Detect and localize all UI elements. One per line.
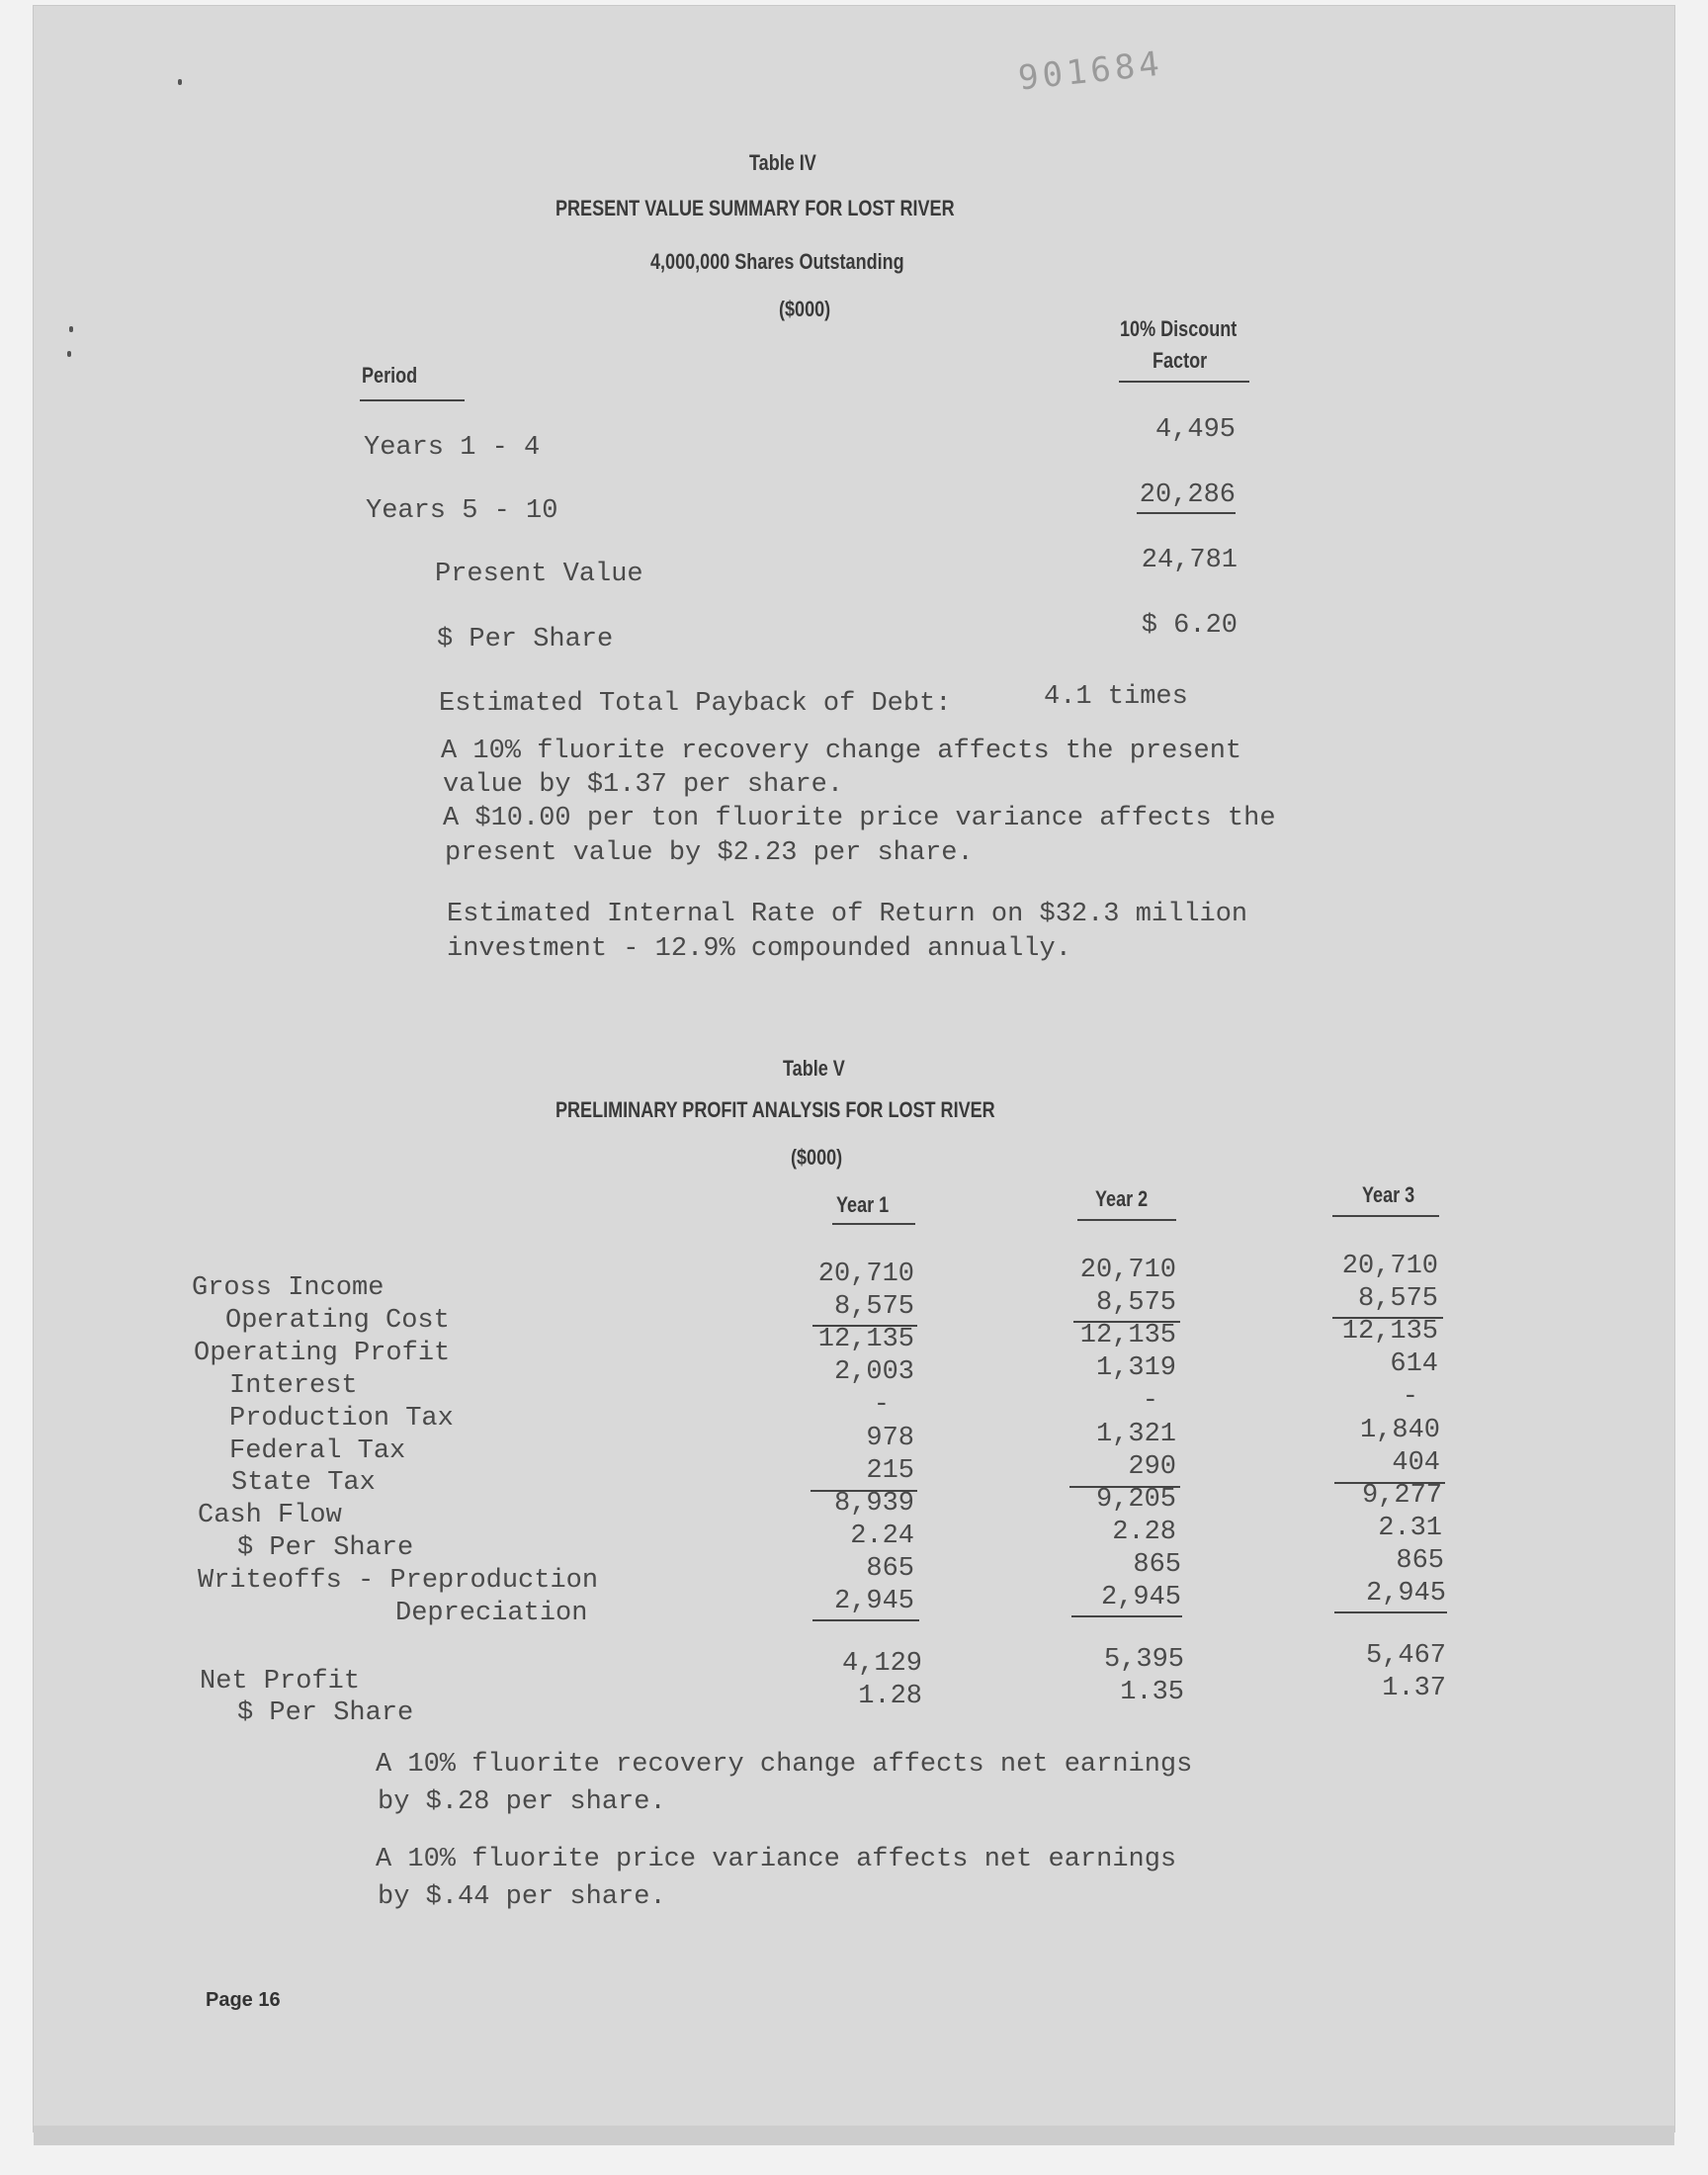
table5-cell: 978 <box>866 1424 914 1453</box>
table5-cell: 5,467 <box>1365 1641 1446 1671</box>
table4-col-factor-rule <box>1119 381 1249 383</box>
table5-cell: 290 <box>1128 1452 1176 1482</box>
table4-row-value: $ 6.20 <box>1141 611 1238 641</box>
table5-cell: - <box>873 1390 890 1420</box>
table5-unit: ($000) <box>791 1145 843 1170</box>
table5-cell: 8,939 <box>833 1489 914 1519</box>
table5-cell: 8,575 <box>1095 1288 1176 1318</box>
table5-row-label: $ Per Share <box>237 1533 414 1563</box>
table5-note1-line2: by $.28 per share. <box>378 1787 666 1817</box>
table5-row-label: Cash Flow <box>198 1501 342 1530</box>
table4-row-value: 20,286 <box>1139 480 1236 510</box>
payback-label: Estimated Total Payback of Debt: <box>439 689 952 719</box>
table4-col-period-rule <box>360 399 465 401</box>
table5-col-year1: Year 1 <box>836 1192 890 1217</box>
table5-cell: 215 <box>866 1456 914 1486</box>
table4-subtitle: 4,000,000 Shares Outstanding <box>650 249 904 274</box>
table5-row-label: Federal Tax <box>229 1436 406 1466</box>
table5-label: Table V <box>783 1056 845 1081</box>
table5-row-label: Net Profit <box>200 1667 361 1696</box>
table5-row-label: Interest <box>229 1371 358 1401</box>
table5-cell: - <box>1402 1382 1418 1412</box>
table5-cell: 2.24 <box>850 1522 914 1551</box>
table4-row-label: Years 5 - 10 <box>366 496 558 526</box>
table5-cell: 4,129 <box>841 1649 922 1679</box>
document-stamp: 901684 <box>1016 44 1165 99</box>
table5-sum-rule <box>1334 1611 1447 1613</box>
table5-cell: 865 <box>866 1554 914 1584</box>
table5-cell: 5,395 <box>1103 1645 1184 1675</box>
table5-cell: 865 <box>1396 1546 1444 1576</box>
table4-note2-line1: A $10.00 per ton fluorite price variance affects the <box>443 804 1276 833</box>
scan-speck <box>178 79 182 85</box>
table5-cell: 12,135 <box>1341 1317 1438 1347</box>
table5-col-rule <box>1332 1215 1439 1217</box>
table4-row-value: 4,495 <box>1154 415 1236 445</box>
table5-cell: 20,710 <box>1341 1252 1438 1281</box>
table5-cell: 20,710 <box>1079 1256 1176 1285</box>
table5-cell: 1.28 <box>858 1682 922 1711</box>
table5-cell: 8,575 <box>833 1292 914 1322</box>
table5-row-label: Operating Profit <box>194 1339 451 1368</box>
table5-row-label: Operating Cost <box>225 1306 450 1336</box>
table4-note1-line2: value by $1.37 per share. <box>443 770 844 800</box>
table4-label: Table IV <box>749 150 816 175</box>
table5-cell: 2,003 <box>833 1357 914 1387</box>
table4-unit: ($000) <box>779 297 831 321</box>
table5-cell: 1,840 <box>1359 1416 1440 1445</box>
table5-col-year2: Year 2 <box>1095 1186 1149 1211</box>
table5-title: PRELIMINARY PROFIT ANALYSIS FOR LOST RIVER <box>555 1097 995 1122</box>
table5-cell: 865 <box>1133 1550 1181 1580</box>
table5-col-rule <box>832 1223 915 1225</box>
table5-row-label: Gross Income <box>192 1273 384 1303</box>
page-number: Page 16 <box>206 1989 281 2011</box>
table5-cell: 1,321 <box>1095 1420 1176 1449</box>
payback-value: 4.1 times <box>1044 682 1188 712</box>
table4-col-period: Period <box>362 363 418 388</box>
table5-note2-line1: A 10% fluorite price variance affects net earnings <box>376 1845 1177 1874</box>
page-edge <box>34 2126 1674 2145</box>
table5-row-label: Writeoffs - Preproduction <box>198 1566 599 1596</box>
table5-sum-rule <box>1071 1615 1182 1617</box>
table5-cell: 12,135 <box>817 1325 914 1354</box>
table5-cell: 1,319 <box>1095 1353 1176 1383</box>
table5-cell: 2,945 <box>1365 1579 1446 1609</box>
table5-cell: 12,135 <box>1079 1321 1176 1350</box>
table5-row-label: $ Per Share <box>237 1698 414 1728</box>
table4-note1-line1: A 10% fluorite recovery change affects the present <box>441 737 1242 766</box>
table5-cell: 1.35 <box>1120 1678 1184 1707</box>
table4-title: PRESENT VALUE SUMMARY FOR LOST RIVER <box>555 196 955 220</box>
table5-cell: 2,945 <box>833 1587 914 1616</box>
table5-row-label: State Tax <box>231 1468 376 1498</box>
table4-col-factor-line2: Factor <box>1153 348 1208 373</box>
table5-cell: 1.37 <box>1382 1674 1446 1703</box>
table5-cell: 9,205 <box>1095 1485 1176 1515</box>
table5-cell: 404 <box>1392 1448 1440 1478</box>
table4-row-label: Present Value <box>435 560 643 589</box>
irr-line2: investment - 12.9% compounded annually. <box>447 934 1071 964</box>
table4-sum-rule <box>1137 512 1236 514</box>
table5-cell: 9,277 <box>1361 1481 1442 1511</box>
table5-cell: 2.28 <box>1112 1518 1176 1547</box>
table5-cell: - <box>1142 1386 1158 1416</box>
table5-cell: 614 <box>1390 1349 1438 1379</box>
table4-row-value: 24,781 <box>1141 546 1238 575</box>
table4-row-label: $ Per Share <box>437 625 614 654</box>
table5-cell: 2,945 <box>1100 1583 1181 1612</box>
table5-sum-rule <box>812 1619 919 1621</box>
table4-note2-line2: present value by $2.23 per share. <box>445 838 974 868</box>
table5-col-year3: Year 3 <box>1362 1182 1415 1207</box>
irr-line1: Estimated Internal Rate of Return on $32.3 million <box>447 900 1248 929</box>
table5-cell: 8,575 <box>1357 1284 1438 1314</box>
document-page <box>34 6 1674 2132</box>
table5-row-label: Depreciation <box>395 1599 588 1628</box>
scan-speck <box>69 326 73 332</box>
table5-note1-line1: A 10% fluorite recovery change affects net earnings <box>376 1750 1193 1780</box>
table5-cell: 20,710 <box>817 1260 914 1289</box>
scan-speck <box>67 351 71 357</box>
table5-note2-line2: by $.44 per share. <box>378 1882 666 1912</box>
table4-col-factor-line1: 10% Discount <box>1120 316 1238 341</box>
table5-row-label: Production Tax <box>229 1404 454 1434</box>
table5-col-rule <box>1077 1219 1176 1221</box>
table5-cell: 2.31 <box>1378 1514 1442 1543</box>
table4-row-label: Years 1 - 4 <box>364 433 541 463</box>
